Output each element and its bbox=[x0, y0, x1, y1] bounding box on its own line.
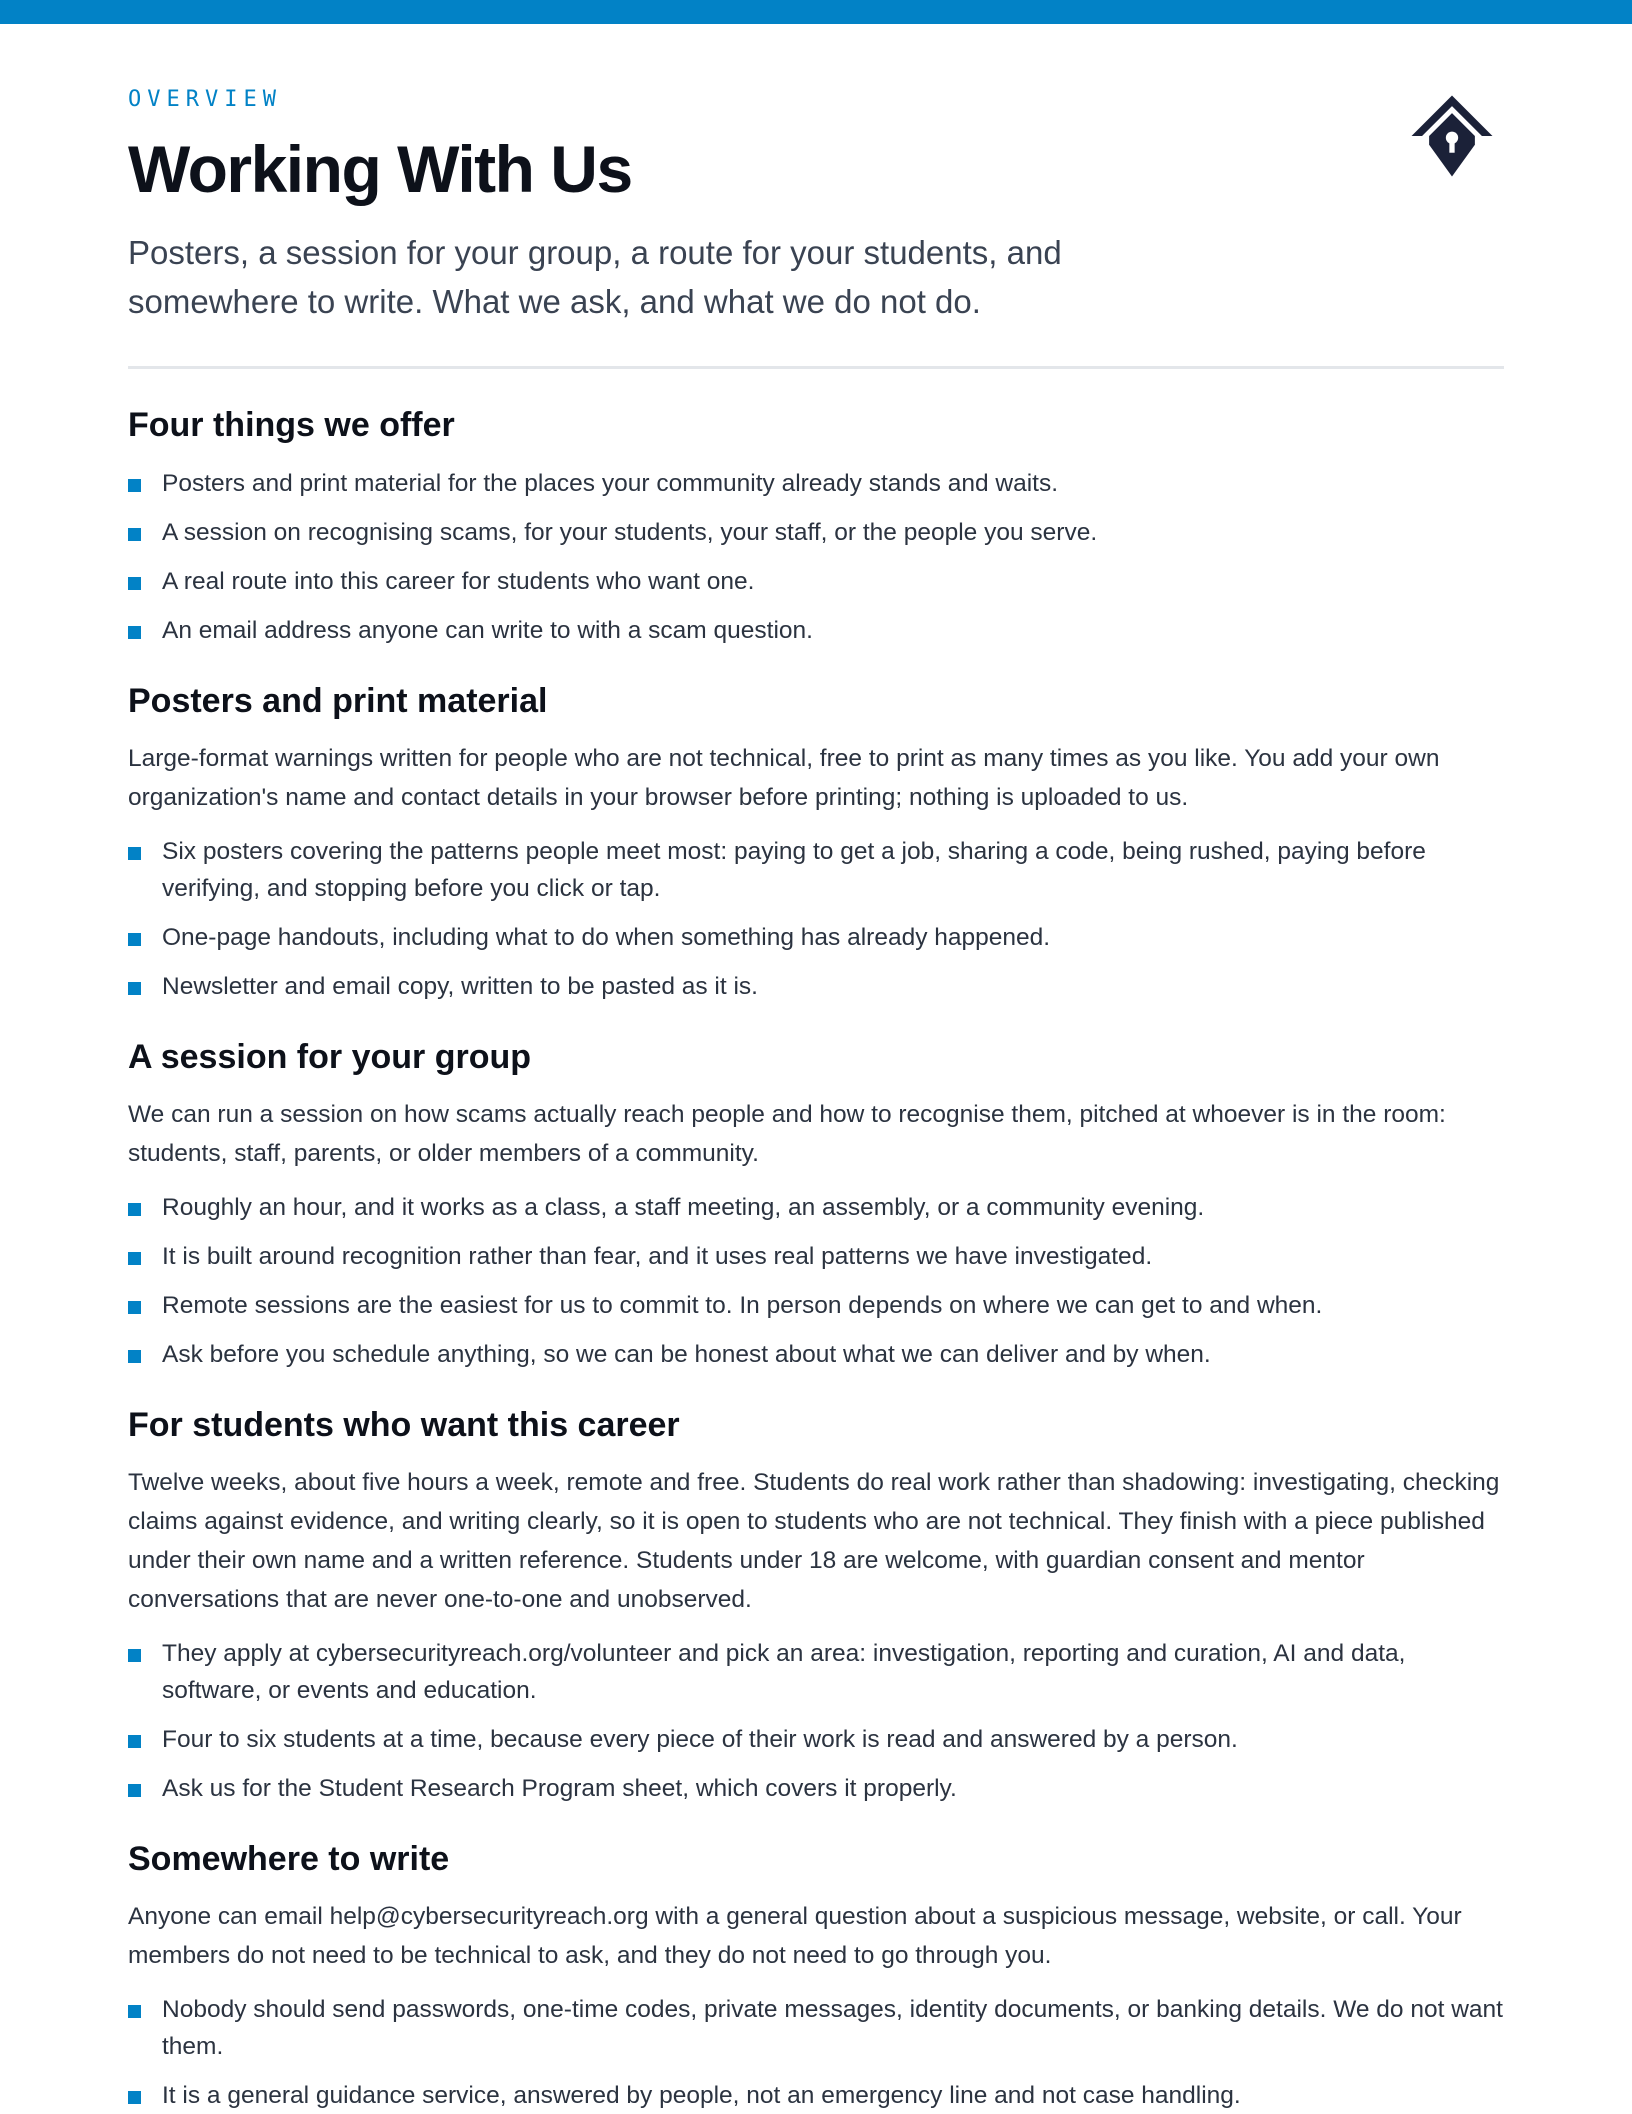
section-paragraph: Anyone can email help@cybersecurityreach.org with a general question about a suspicious message, website, or call. Your members do not need to be technical to ask, and they do not need to go through you. bbox=[128, 1903, 1462, 1969]
section-students bbox=[128, 1403, 1504, 1807]
list-item bbox=[128, 1635, 1504, 1709]
section-session bbox=[128, 1035, 1504, 1373]
bullet-list bbox=[128, 1635, 1504, 1807]
list-item-text: A real route into this career for students who want one. bbox=[162, 568, 755, 595]
list-item-text: Remote sessions are the easiest for us to commit to. In person depends on where we can get to and when. bbox=[162, 1292, 1323, 1319]
square-bullet-icon bbox=[128, 1649, 141, 1662]
list-item-text: Ask before you schedule anything, so we can be honest about what we can deliver and by when. bbox=[162, 1341, 1211, 1368]
section-posters bbox=[128, 679, 1504, 1005]
list-item-text: Roughly an hour, and it works as a class, a staff meeting, an assembly, or a community evening. bbox=[162, 1194, 1205, 1221]
list-item bbox=[128, 1770, 1504, 1807]
square-bullet-icon bbox=[128, 847, 141, 860]
square-bullet-icon bbox=[128, 577, 141, 590]
top-accent-bar bbox=[0, 0, 1632, 24]
section-heading: A session for your group bbox=[128, 1038, 532, 1076]
section-heading: Posters and print material bbox=[128, 682, 548, 720]
square-bullet-icon bbox=[128, 933, 141, 946]
square-bullet-icon bbox=[128, 2091, 141, 2104]
list-item bbox=[128, 1721, 1504, 1758]
section-offers bbox=[128, 403, 1504, 649]
section-paragraph: We can run a session on how scams actually reach people and how to recognise them, pitched at whoever is in the room: students, staff, parents, or older members of a community. bbox=[128, 1101, 1446, 1167]
list-item-text: Newsletter and email copy, written to be pasted as it is. bbox=[162, 973, 758, 1000]
square-bullet-icon bbox=[128, 528, 141, 541]
list-item-text: It is built around recognition rather than fear, and it uses real patterns we have investigated. bbox=[162, 1243, 1153, 1270]
list-item bbox=[128, 833, 1504, 907]
list-item bbox=[128, 1336, 1504, 1373]
list-item bbox=[128, 1189, 1504, 1226]
square-bullet-icon bbox=[128, 1301, 141, 1314]
list-item-text: They apply at cybersecurityreach.org/volunteer and pick an area: investigation, reporting and curation, AI and data, software, or events and education. bbox=[162, 1640, 1406, 1704]
bullet-list bbox=[128, 833, 1504, 1005]
list-item bbox=[128, 612, 1504, 649]
square-bullet-icon bbox=[128, 1350, 141, 1363]
bullet-list bbox=[128, 1991, 1504, 2114]
section-write bbox=[128, 1837, 1504, 2114]
square-bullet-icon bbox=[128, 479, 141, 492]
square-bullet-icon bbox=[128, 626, 141, 639]
section-paragraph: Twelve weeks, about five hours a week, remote and free. Students do real work rather than shadowing: investigating, checking claims against evidence, and writing clearly, so it is open to students who are not technical. They finish with a piece published under their own name and a written reference. Students under 18 are welcome, with guardian consent and mentor conversations that are never one-to-one and unobserved. bbox=[128, 1469, 1500, 1613]
square-bullet-icon bbox=[128, 1735, 141, 1748]
list-item bbox=[128, 465, 1504, 502]
square-bullet-icon bbox=[128, 982, 141, 995]
list-item-text: It is a general guidance service, answered by people, not an emergency line and not case handling. bbox=[162, 2082, 1241, 2109]
section-heading: Somewhere to write bbox=[128, 1840, 450, 1878]
page-title: Working With Us bbox=[128, 132, 632, 206]
page-subtitle: Posters, a session for your group, a route for your students, and somewhere to write. What we ask, and what we do not do. bbox=[128, 234, 1062, 320]
section-paragraph: Large-format warnings written for people who are not technical, free to print as many times as you like. You add your own organization's name and contact details in your browser before printing; nothing is uploaded to us. bbox=[128, 745, 1440, 811]
list-item-text: Six posters covering the patterns people meet most: paying to get a job, sharing a code, being rushed, paying before verifying, and stopping before you click or tap. bbox=[162, 838, 1426, 902]
list-item-text: One-page handouts, including what to do when something has already happened. bbox=[162, 924, 1051, 951]
list-item bbox=[128, 1238, 1504, 1275]
square-bullet-icon bbox=[128, 2005, 141, 2018]
list-item bbox=[128, 968, 1504, 1005]
square-bullet-icon bbox=[128, 1252, 141, 1265]
square-bullet-icon bbox=[128, 1784, 141, 1797]
list-item bbox=[128, 514, 1504, 551]
section-heading: For students who want this career bbox=[128, 1406, 680, 1444]
square-bullet-icon bbox=[128, 1203, 141, 1216]
bullet-list bbox=[128, 1189, 1504, 1373]
document-page bbox=[128, 84, 1504, 2114]
bullet-list bbox=[128, 465, 1504, 649]
list-item-text: An email address anyone can write to with a scam question. bbox=[162, 617, 813, 644]
list-item bbox=[128, 563, 1504, 600]
list-item-text: A session on recognising scams, for your students, your staff, or the people you serve. bbox=[162, 519, 1098, 546]
list-item-text: Ask us for the Student Research Program sheet, which covers it properly. bbox=[162, 1775, 957, 1802]
list-item-text: Posters and print material for the places your community already stands and waits. bbox=[162, 470, 1059, 497]
list-item bbox=[128, 2077, 1504, 2114]
eyebrow-label: OVERVIEW bbox=[128, 87, 282, 112]
list-item-text: Four to six students at a time, because every piece of their work is read and answered by a person. bbox=[162, 1726, 1238, 1753]
list-item bbox=[128, 919, 1504, 956]
list-item bbox=[128, 1991, 1504, 2065]
list-item-text: Nobody should send passwords, one-time codes, private messages, identity documents, or banking details. We do not want them. bbox=[162, 1996, 1503, 2060]
header-divider bbox=[128, 366, 1504, 369]
section-heading: Four things we offer bbox=[128, 406, 455, 444]
list-item bbox=[128, 1287, 1504, 1324]
